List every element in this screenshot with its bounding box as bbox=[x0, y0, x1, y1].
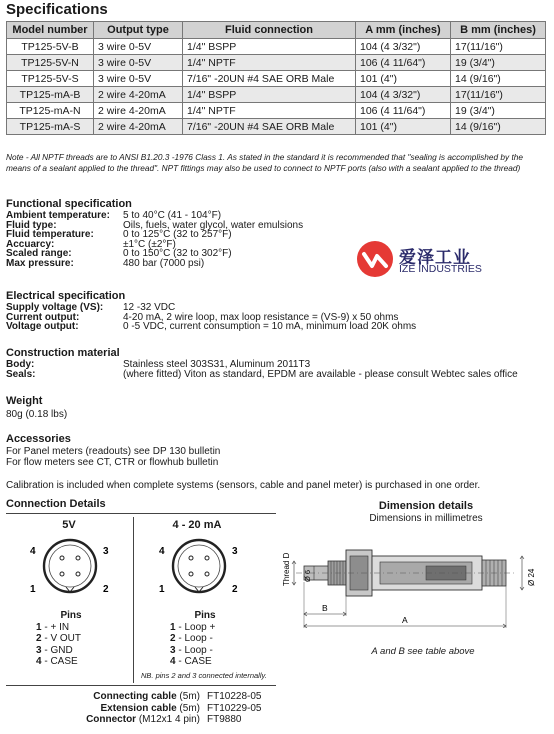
table-row bbox=[7, 87, 546, 103]
spec-value: 0 to 125°C (32 to 257°F) bbox=[123, 229, 232, 241]
table-row bbox=[7, 103, 546, 119]
table-cell: 104 (4 3/32") bbox=[356, 39, 451, 55]
spec-key: Supply voltage (VS): bbox=[6, 302, 104, 313]
pin-number: 2 bbox=[232, 584, 238, 595]
pins-note: NB. pins 2 and 3 connected internally. bbox=[141, 671, 267, 680]
table-cell: 3 wire 0-5V bbox=[94, 55, 183, 71]
table-cell: 1/4" BSPP bbox=[183, 39, 356, 55]
a-label: A bbox=[402, 615, 408, 625]
divider bbox=[6, 685, 276, 686]
col-header: Model number bbox=[7, 22, 94, 39]
table-cell: 1/4" BSPP bbox=[183, 87, 356, 103]
table-cell: 101 (4") bbox=[356, 119, 451, 135]
pin-number: 1 bbox=[30, 584, 36, 595]
spec-key: Accuarcy: bbox=[6, 238, 55, 250]
table-cell: TP125-mA-S bbox=[7, 119, 94, 135]
pin-entry: 4 - CASE bbox=[36, 656, 78, 667]
logo-english-text: IZE INDUSTRIES bbox=[399, 263, 482, 275]
pin-entry: 2 - V OUT bbox=[36, 633, 82, 644]
cable-row bbox=[50, 703, 261, 715]
table-cell: 19 (3/4") bbox=[451, 103, 546, 119]
spec-value: 0 to 150°C (32 to 302°F) bbox=[123, 248, 232, 260]
spec-value: ±1°C (±2°F) bbox=[123, 238, 176, 250]
spec-key: Fluid type: bbox=[6, 219, 57, 231]
sensor-dimension-drawing bbox=[276, 528, 550, 628]
table-row bbox=[7, 55, 546, 71]
connector-ma-title: 4 - 20 mA bbox=[172, 519, 222, 531]
weight-value: 80g (0.18 lbs) bbox=[6, 409, 68, 420]
pin-number: 3 bbox=[103, 546, 109, 557]
page-title: Specifications bbox=[6, 1, 108, 18]
table-cell: 104 (4 3/32") bbox=[356, 87, 451, 103]
spec-key: Fluid temperature: bbox=[6, 229, 94, 241]
calibration-text: Calibration is included when complete systems (sensors, cable and panel meter) is purchased in one order. bbox=[6, 480, 481, 491]
pin-entry: 3 - Loop - bbox=[170, 644, 213, 656]
spec-value: (where fitted) Viton as standard, EPDM are available - please consult Webtec sales office bbox=[123, 368, 518, 380]
table-cell: 2 wire 4-20mA bbox=[94, 103, 183, 119]
b-label: B bbox=[322, 603, 328, 613]
spec-key: Ambient temperature: bbox=[6, 210, 110, 221]
table-cell: TP125-5V-N bbox=[7, 55, 94, 71]
cable-row bbox=[50, 714, 261, 726]
cable-label: Connecting cable (5m) bbox=[93, 691, 200, 702]
spec-value: 0 -5 VDC, current consumption = 10 mA, minimum load 20K ohms bbox=[123, 321, 417, 333]
d24-label: Ø 24 bbox=[527, 568, 536, 586]
pin-entry: 3 - GND bbox=[36, 644, 73, 656]
pin-number: 1 bbox=[159, 584, 165, 595]
pin-entry: 2 - Loop - bbox=[170, 633, 213, 644]
accessory-line: For Panel meters (readouts) see DP 130 bulletin bbox=[6, 446, 221, 457]
table-cell: 14 (9/16") bbox=[451, 119, 546, 135]
table-cell: 106 (4 11/64") bbox=[356, 103, 451, 119]
connector-5v-diagram bbox=[24, 536, 116, 596]
spec-row bbox=[6, 259, 303, 269]
table-cell: 1/4" NPTF bbox=[183, 55, 356, 71]
table-cell: 2 wire 4-20mA bbox=[94, 119, 183, 135]
construction-list bbox=[6, 360, 518, 379]
connector-ma-diagram bbox=[153, 536, 245, 596]
accessories-list bbox=[6, 446, 220, 468]
spec-key: Scaled range: bbox=[6, 248, 72, 260]
accessories-heading: Accessories bbox=[6, 433, 71, 445]
spec-value: 12 -32 VDC bbox=[123, 302, 176, 313]
logo-chinese-text: 爱泽工业 bbox=[399, 248, 471, 267]
spec-value: 4-20 mA, 2 wire loop, max loop resistance = (VS-9) x 50 ohms bbox=[123, 311, 399, 323]
functional-list bbox=[6, 211, 303, 269]
weight-heading: Weight bbox=[6, 395, 43, 407]
thread-note: Note - All NPTF threads are to ANSI B1.20.3 -1976 Class 1. As stated in the standard it is recommended that "sealing is accomplished by the means of a sealant applied to the thread". NPT fittings may also be used to connect to NPTF ports (also with a sealant applied to the thread) bbox=[6, 152, 523, 173]
cable-list bbox=[50, 691, 261, 726]
pin-entry: 1 - + IN bbox=[36, 621, 70, 633]
d6-label: Ø 6 bbox=[303, 569, 312, 582]
pin-entry: 1 - Loop + bbox=[170, 621, 216, 633]
pin-number: 4 bbox=[30, 546, 36, 557]
table-cell: 7/16" -20UN #4 SAE ORB Male bbox=[183, 119, 356, 135]
spec-value: Oils, fuels, water glycol, water emulsions bbox=[123, 219, 304, 231]
cable-row bbox=[50, 691, 261, 703]
divider bbox=[6, 513, 276, 514]
pin-number: 4 bbox=[159, 546, 165, 557]
table-header-row bbox=[7, 22, 546, 39]
connection-heading: Connection Details bbox=[6, 498, 106, 510]
pins-title: Pins bbox=[60, 610, 82, 621]
table-cell: 19 (3/4") bbox=[451, 55, 546, 71]
spec-row bbox=[6, 322, 416, 332]
pin-number: 2 bbox=[103, 584, 109, 595]
table-cell: 3 wire 0-5V bbox=[94, 39, 183, 55]
col-header: A mm (inches) bbox=[356, 22, 451, 39]
spec-value: 5 to 40°C (41 - 104°F) bbox=[123, 210, 222, 221]
cable-label: Extension cable (5m) bbox=[100, 702, 200, 714]
cable-label: Connector (M12x1 4 pin) bbox=[86, 714, 200, 725]
spec-table bbox=[6, 21, 546, 135]
dimension-subtitle: Dimensions in millimetres bbox=[369, 513, 483, 524]
pin-entry: 4 - CASE bbox=[170, 656, 212, 667]
pins-title: Pins bbox=[194, 610, 216, 621]
col-header: B mm (inches) bbox=[451, 22, 546, 39]
cable-code: FT10228-05 bbox=[207, 691, 262, 702]
accessory-line: For flow meters see CT, CTR or flowhub bulletin bbox=[6, 457, 219, 468]
table-cell: TP125-mA-B bbox=[7, 87, 94, 103]
functional-heading: Functional specification bbox=[6, 198, 132, 210]
table-cell: 106 (4 11/64") bbox=[356, 55, 451, 71]
spec-value: 480 bar (7000 psi) bbox=[123, 257, 205, 269]
pin-number: 3 bbox=[232, 546, 238, 557]
dimension-heading: Dimension details bbox=[378, 500, 474, 512]
table-cell: 1/4" NPTF bbox=[183, 103, 356, 119]
connector-5v-title: 5V bbox=[62, 519, 76, 531]
electrical-list bbox=[6, 303, 416, 332]
spec-value: Stainless steel 303S31, Aluminum 2011T3 bbox=[123, 359, 311, 370]
pin-list-ma bbox=[170, 610, 240, 668]
spec-key: Current output: bbox=[6, 311, 80, 323]
table-row bbox=[7, 71, 546, 87]
table-cell: TP125-mA-N bbox=[7, 103, 94, 119]
dimension-caption: A and B see table above bbox=[371, 646, 475, 657]
col-header: Output type bbox=[94, 22, 183, 39]
table-row bbox=[7, 39, 546, 55]
table-cell: 3 wire 0-5V bbox=[94, 71, 183, 87]
electrical-heading: Electrical specification bbox=[6, 290, 126, 302]
table-cell: TP125-5V-S bbox=[7, 71, 94, 87]
pin-list-5v bbox=[36, 610, 106, 668]
table-cell: 7/16" -20UN #4 SAE ORB Male bbox=[183, 71, 356, 87]
logo-mark-icon bbox=[356, 240, 394, 278]
table-cell: 2 wire 4-20mA bbox=[94, 87, 183, 103]
spec-key: Voltage output: bbox=[6, 321, 79, 333]
cable-code: FT10229-05 bbox=[207, 702, 262, 714]
col-header: Fluid connection bbox=[183, 22, 356, 39]
cable-code: FT9880 bbox=[207, 714, 242, 725]
table-row bbox=[7, 119, 546, 135]
spec-key: Seals: bbox=[6, 368, 36, 380]
divider bbox=[133, 517, 134, 683]
spec-key: Max pressure: bbox=[6, 257, 74, 269]
table-cell: 17(11/16") bbox=[451, 87, 546, 103]
spec-key: Body: bbox=[6, 359, 35, 370]
construction-heading: Construction material bbox=[6, 347, 120, 359]
table-cell: 17(11/16") bbox=[451, 39, 546, 55]
spec-row bbox=[6, 370, 518, 380]
thread-d-label: Thread D bbox=[282, 552, 291, 586]
table-cell: 14 (9/16") bbox=[451, 71, 546, 87]
table-cell: TP125-5V-B bbox=[7, 39, 94, 55]
table-cell: 101 (4") bbox=[356, 71, 451, 87]
